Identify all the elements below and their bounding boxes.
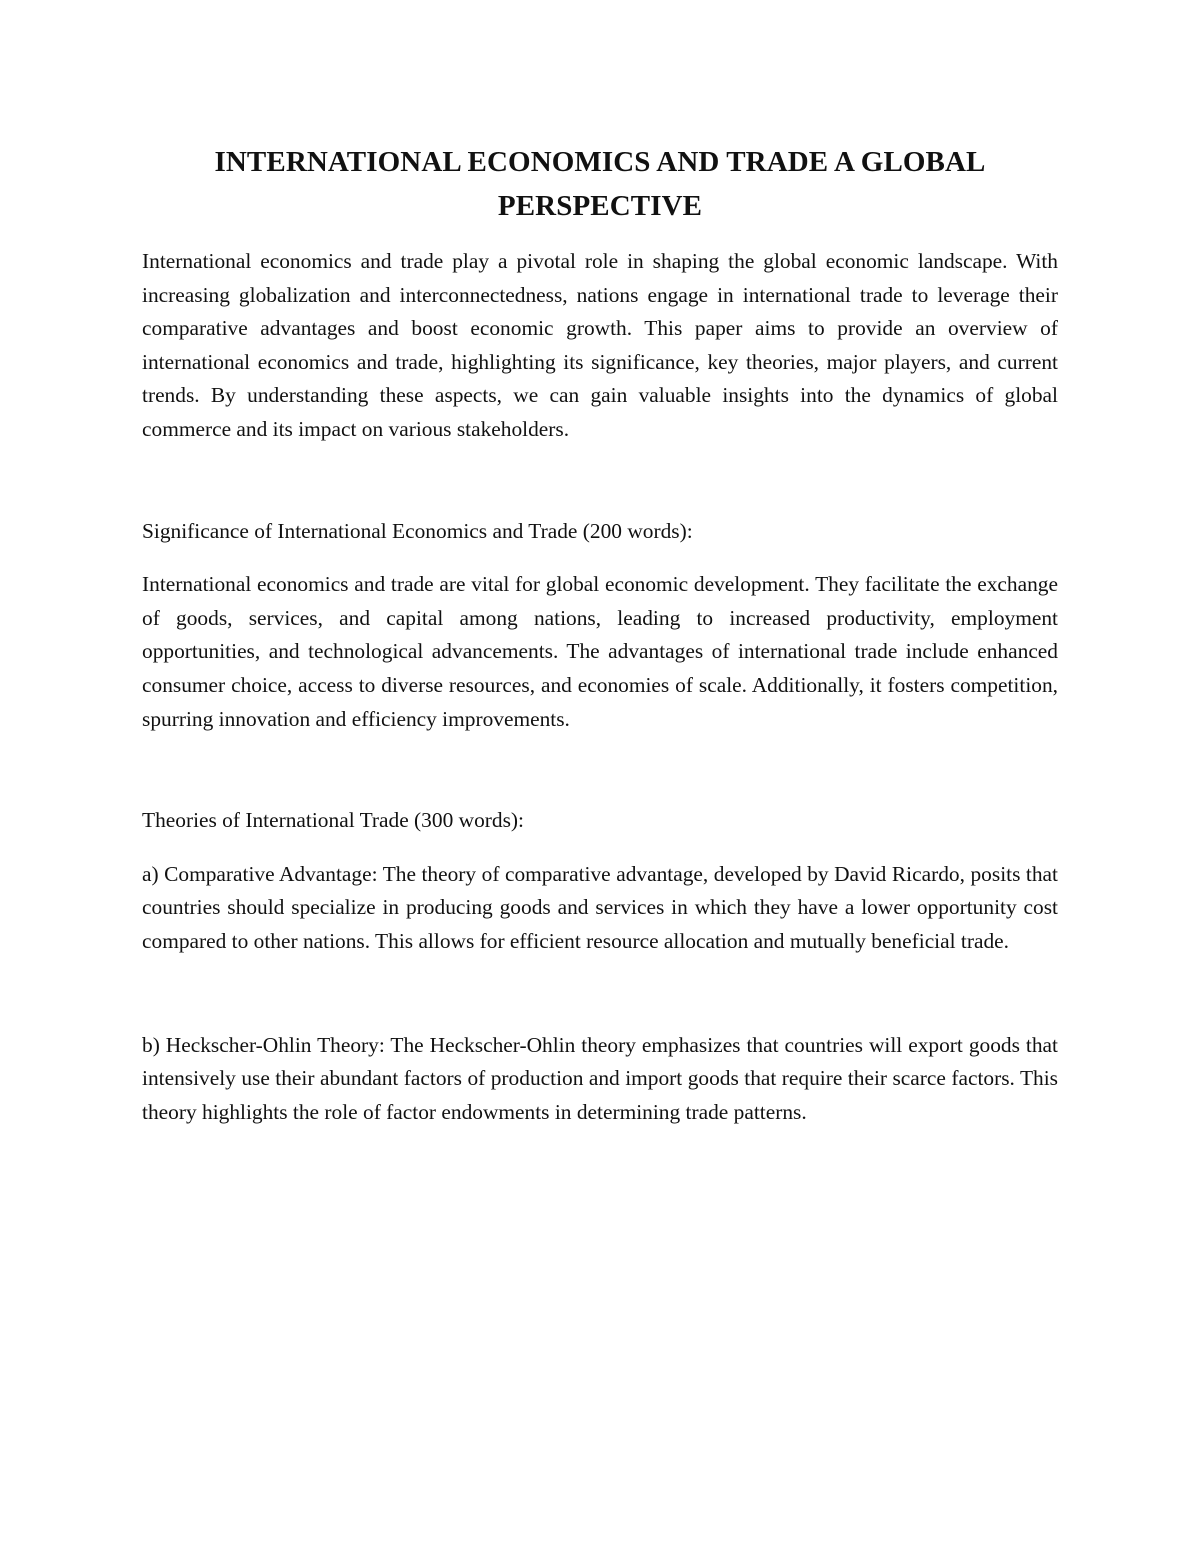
intro-paragraph: International economics and trade play a pivotal role in shaping the global economic landscape. With increasing globalization and interconnectedness, nations engage in international trade to leverage their comparative advantages and boost economic growth. This paper aims to provide an overview of international economics and trade, highlighting its significance, key theories, major players, and current trends. By understanding these aspects, we can gain valuable insights into the dynamics of global commerce and its impact on various stakeholders. bbox=[142, 249, 1058, 441]
document-page bbox=[142, 140, 1058, 1129]
comparative-advantage-paragraph: a) Comparative Advantage: The theory of comparative advantage, developed by David Ricardo, posits that countries should specialize in producing goods and services in which they have a lower opportunity cost compared to other nations. This allows for efficient resource allocation and mutually beneficial trade. bbox=[142, 861, 1058, 953]
section-heading-significance: Significance of International Economics and Trade (200 words): bbox=[142, 518, 693, 543]
significance-paragraph: International economics and trade are vital for global economic development. They facilitate the exchange of goods, services, and capital among nations, leading to increased productivity, employment opportunities, and technological advancements. The advantages of international trade include enhanced consumer choice, access to diverse resources, and economies of scale. Additionally, it fosters competition, spurring innovation and efficiency improvements. bbox=[142, 572, 1058, 731]
heckscher-ohlin-paragraph: b) Heckscher-Ohlin Theory: The Heckscher-Ohlin theory emphasizes that countries will export goods that intensively use their abundant factors of production and import goods that require their scarce factors. This theory highlights the role of factor endowments in determining trade patterns. bbox=[142, 1032, 1058, 1124]
document-title: INTERNATIONAL ECONOMICS AND TRADE A GLOBAL PERSPECTIVE bbox=[214, 146, 986, 222]
section-heading-theories: Theories of International Trade (300 words): bbox=[142, 808, 524, 833]
